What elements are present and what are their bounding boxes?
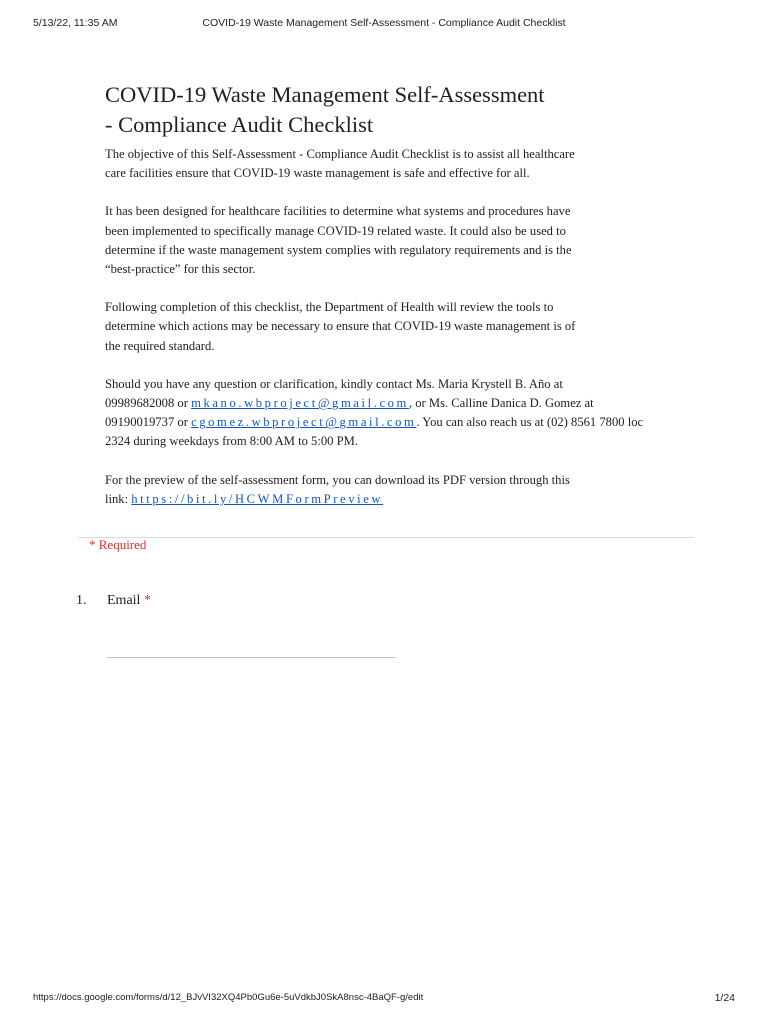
required-asterisk: * bbox=[143, 593, 151, 608]
form-header bbox=[105, 80, 745, 509]
print-date: 5/13/22, 11:35 AM bbox=[33, 17, 118, 29]
header-divider bbox=[78, 537, 694, 538]
preview-link-prefix: link: bbox=[105, 491, 132, 506]
contact-hours: 2324 during weekdays from 8:00 AM to 5:00 PM. bbox=[105, 434, 358, 449]
email-answer-field[interactable] bbox=[107, 657, 396, 658]
preview-link[interactable]: https://bit.ly/HCWMFormPreview bbox=[131, 491, 384, 506]
print-url: https://docs.google.com/forms/d/12_BJvVI32XQ4Pb0Gu6e-5uVdkbJ0SkA8nsc-4BaQF-g/edit bbox=[33, 992, 424, 1003]
preview-text: For the preview of the self-assessment form, you can download its PDF version through this bbox=[105, 472, 570, 487]
email-link-cgomez[interactable]: cgomez.wbproject@gmail.com bbox=[191, 415, 417, 430]
question-email bbox=[76, 593, 151, 609]
description-objective: The objective of this Self-Assessment - Compliance Audit Checklist is to assist all healthcare care facilities ensure that COVID-19 waste management is safe and effective for all. bbox=[105, 147, 575, 181]
contact-info bbox=[105, 375, 745, 452]
form-title-line2: - Compliance Audit Checklist bbox=[105, 112, 374, 137]
preview-info bbox=[105, 471, 745, 509]
contact-phone2: 09190019737 or bbox=[105, 415, 192, 430]
required-note: * Required bbox=[89, 537, 147, 552]
form-title-line1: COVID-19 Waste Management Self-Assessment bbox=[105, 82, 545, 107]
form-title bbox=[105, 80, 745, 140]
description-design: It has been designed for healthcare facilities to determine what systems and procedures have been implemented to specifically manage COVID-19 related waste. It could also be used to determine if the waste management system complies with regulatory requirements and is the “best-practice” for this sector. bbox=[105, 204, 572, 277]
print-header bbox=[0, 17, 768, 33]
email-link-mkano[interactable]: mkano.wbproject@gmail.com bbox=[191, 396, 409, 411]
contact-reach: . You can also reach us at (02) 8561 7800 loc bbox=[416, 415, 644, 430]
page-number: 1/24 bbox=[714, 992, 735, 1004]
contact-phone1: 09989682008 or bbox=[105, 396, 192, 411]
question-label: Email bbox=[107, 593, 141, 608]
question-number: 1. bbox=[76, 593, 87, 608]
description-review: Following completion of this checklist, the Department of Health will review the tools to determine which actions may be necessary to ensure that COVID-19 waste management is of the required standard. bbox=[105, 300, 576, 353]
print-title: COVID-19 Waste Management Self-Assessment - Compliance Audit Checklist bbox=[202, 17, 566, 29]
contact-intro: Should you have any question or clarification, kindly contact Ms. Maria Krystell B. Año at bbox=[105, 376, 563, 391]
contact-mid: , or Ms. Calline Danica D. Gomez at bbox=[408, 396, 594, 411]
